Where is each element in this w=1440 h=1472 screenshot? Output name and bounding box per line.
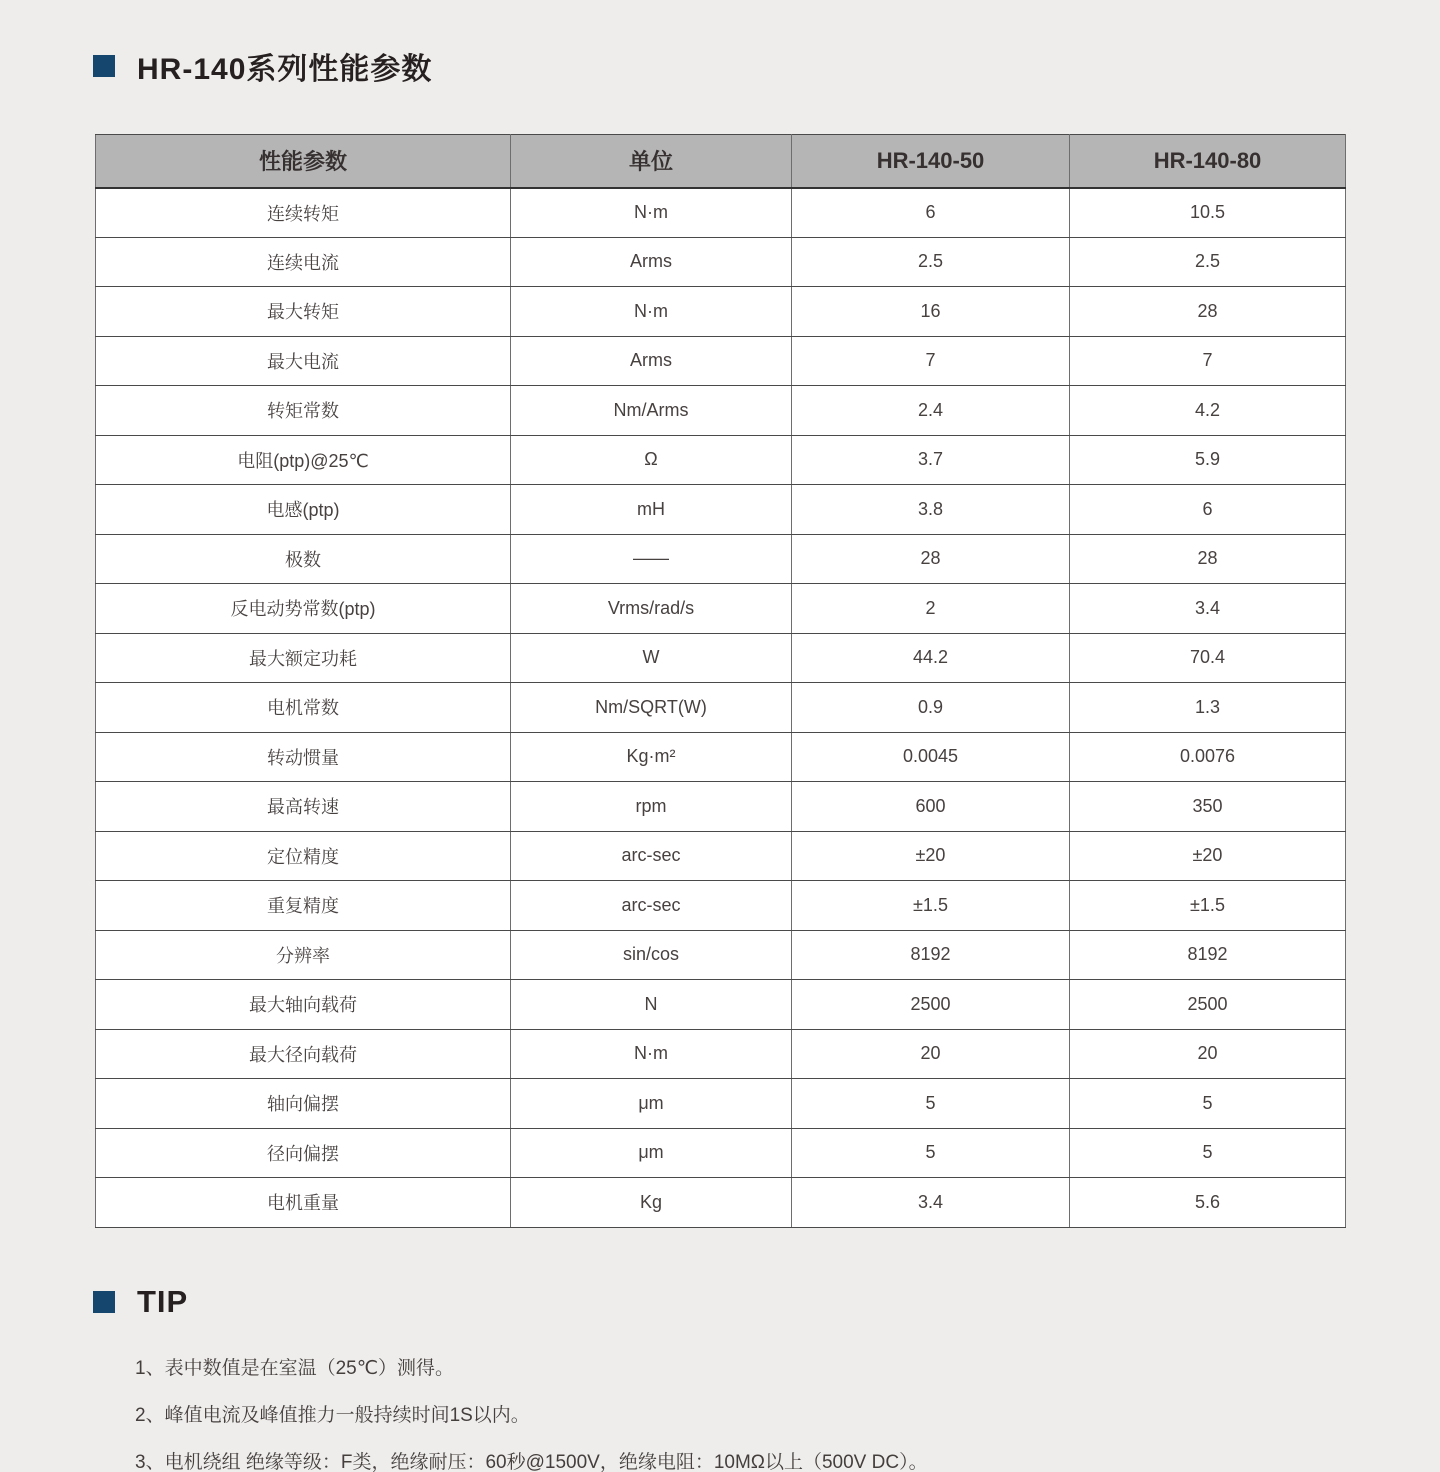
hr-140-80-cell: 20 xyxy=(1070,1029,1346,1079)
hr-140-50-cell: 2500 xyxy=(792,980,1070,1030)
unit-cell: Ω xyxy=(511,435,792,485)
unit-cell: arc-sec xyxy=(511,881,792,931)
unit-cell: Nm/SQRT(W) xyxy=(511,683,792,733)
unit-cell: rpm xyxy=(511,782,792,832)
unit-cell: arc-sec xyxy=(511,831,792,881)
param-cell: 电机常数 xyxy=(96,683,511,733)
hr-140-50-cell: 5 xyxy=(792,1079,1070,1129)
table-row xyxy=(96,732,1346,782)
hr-140-80-cell: 350 xyxy=(1070,782,1346,832)
hr-140-50-cell: 2 xyxy=(792,584,1070,634)
hr-140-50-cell: 0.9 xyxy=(792,683,1070,733)
hr-140-50-cell: 44.2 xyxy=(792,633,1070,683)
tip-item: 2、峰值电流及峰值推力一般持续时间1S以内。 xyxy=(135,1404,530,1426)
hr-140-80-cell: ±1.5 xyxy=(1070,881,1346,931)
hr-140-50-cell: ±20 xyxy=(792,831,1070,881)
unit-cell: N xyxy=(511,980,792,1030)
table-row xyxy=(96,237,1346,287)
table-row xyxy=(96,1079,1346,1129)
hr-140-80-cell: 3.4 xyxy=(1070,584,1346,634)
header-row xyxy=(96,135,1346,188)
hr-140-50-cell: 28 xyxy=(792,534,1070,584)
table-row xyxy=(96,485,1346,535)
hr-140-50-cell: 2.4 xyxy=(792,386,1070,436)
table-row xyxy=(96,188,1346,238)
param-cell: 最大径向载荷 xyxy=(96,1029,511,1079)
hr-140-50-cell: ±1.5 xyxy=(792,881,1070,931)
hr-140-80-cell: 0.0076 xyxy=(1070,732,1346,782)
unit-cell: Arms xyxy=(511,336,792,386)
param-cell: 电阻(ptp)@25℃ xyxy=(96,435,511,485)
unit-cell: N·m xyxy=(511,188,792,238)
param-cell: 定位精度 xyxy=(96,831,511,881)
table-row xyxy=(96,782,1346,832)
performance-parameters-table xyxy=(95,134,1346,1228)
hr-140-50-cell: 600 xyxy=(792,782,1070,832)
table-row xyxy=(96,287,1346,337)
param-cell: 连续转矩 xyxy=(96,188,511,238)
hr-140-80-cell: 28 xyxy=(1070,287,1346,337)
tip-item: 3、电机绕组 绝缘等级：F类，绝缘耐压：60秒@1500V，绝缘电阻：10MΩ以上（500V DC）。 xyxy=(135,1451,928,1472)
unit-cell: Arms xyxy=(511,237,792,287)
unit-cell: Kg·m² xyxy=(511,732,792,782)
unit-cell: μm xyxy=(511,1079,792,1129)
table-row xyxy=(96,584,1346,634)
tip-title: TIP xyxy=(137,1283,189,1319)
hr-140-50-cell: 3.8 xyxy=(792,485,1070,535)
hr-140-80-cell: 7 xyxy=(1070,336,1346,386)
param-cell: 径向偏摆 xyxy=(96,1128,511,1178)
param-cell: 转矩常数 xyxy=(96,386,511,436)
table-row xyxy=(96,683,1346,733)
table-row xyxy=(96,980,1346,1030)
header-parameter: 性能参数 xyxy=(96,135,511,188)
table-row xyxy=(96,386,1346,436)
hr-140-80-cell: 5 xyxy=(1070,1079,1346,1129)
param-cell: 反电动势常数(ptp) xyxy=(96,584,511,634)
tips-list xyxy=(135,1356,1440,1472)
hr-140-80-cell: 5.6 xyxy=(1070,1178,1346,1228)
param-cell: 连续电流 xyxy=(96,237,511,287)
table-body xyxy=(96,188,1346,1228)
unit-cell: Vrms/rad/s xyxy=(511,584,792,634)
table-row xyxy=(96,881,1346,931)
param-cell: 重复精度 xyxy=(96,881,511,931)
tip-bullet-icon xyxy=(93,1291,115,1313)
hr-140-80-cell: 5 xyxy=(1070,1128,1346,1178)
param-cell: 最大电流 xyxy=(96,336,511,386)
param-cell: 最大轴向载荷 xyxy=(96,980,511,1030)
param-cell: 分辨率 xyxy=(96,930,511,980)
table-row xyxy=(96,435,1346,485)
table-row xyxy=(96,534,1346,584)
table-row xyxy=(96,336,1346,386)
hr-140-50-cell: 3.7 xyxy=(792,435,1070,485)
hr-140-50-cell: 7 xyxy=(792,336,1070,386)
unit-cell: W xyxy=(511,633,792,683)
unit-cell: sin/cos xyxy=(511,930,792,980)
hr-140-80-cell: 2.5 xyxy=(1070,237,1346,287)
param-cell: 电感(ptp) xyxy=(96,485,511,535)
param-cell: 极数 xyxy=(96,534,511,584)
hr-140-50-cell: 6 xyxy=(792,188,1070,238)
table-row xyxy=(96,1128,1346,1178)
hr-140-80-cell: 8192 xyxy=(1070,930,1346,980)
table-row xyxy=(96,831,1346,881)
header-hr-140-80: HR-140-80 xyxy=(1070,135,1346,188)
param-cell: 最大转矩 xyxy=(96,287,511,337)
tip-item: 1、表中数值是在室温（25℃）测得。 xyxy=(135,1357,455,1379)
table-row xyxy=(96,1178,1346,1228)
hr-140-50-cell: 0.0045 xyxy=(792,732,1070,782)
table-row xyxy=(96,1029,1346,1079)
hr-140-50-cell: 20 xyxy=(792,1029,1070,1079)
unit-cell: N·m xyxy=(511,1029,792,1079)
hr-140-80-cell: 2500 xyxy=(1070,980,1346,1030)
unit-cell: μm xyxy=(511,1128,792,1178)
table-row xyxy=(96,633,1346,683)
page-title: HR-140系列性能参数 xyxy=(137,53,433,86)
param-cell: 轴向偏摆 xyxy=(96,1079,511,1129)
section-bullet-icon xyxy=(93,55,115,77)
hr-140-50-cell: 2.5 xyxy=(792,237,1070,287)
hr-140-50-cell: 8192 xyxy=(792,930,1070,980)
section-header xyxy=(93,44,1440,88)
table-row xyxy=(96,930,1346,980)
param-cell: 转动惯量 xyxy=(96,732,511,782)
hr-140-80-cell: ±20 xyxy=(1070,831,1346,881)
param-cell: 电机重量 xyxy=(96,1178,511,1228)
hr-140-80-cell: 6 xyxy=(1070,485,1346,535)
unit-cell: Kg xyxy=(511,1178,792,1228)
header-unit: 单位 xyxy=(511,135,792,188)
unit-cell: —— xyxy=(511,534,792,584)
hr-140-80-cell: 70.4 xyxy=(1070,633,1346,683)
unit-cell: mH xyxy=(511,485,792,535)
hr-140-50-cell: 16 xyxy=(792,287,1070,337)
hr-140-80-cell: 28 xyxy=(1070,534,1346,584)
hr-140-50-cell: 3.4 xyxy=(792,1178,1070,1228)
hr-140-80-cell: 10.5 xyxy=(1070,188,1346,238)
hr-140-80-cell: 4.2 xyxy=(1070,386,1346,436)
unit-cell: N·m xyxy=(511,287,792,337)
hr-140-80-cell: 1.3 xyxy=(1070,683,1346,733)
param-cell: 最高转速 xyxy=(96,782,511,832)
tip-header xyxy=(93,1284,1440,1320)
param-cell: 最大额定功耗 xyxy=(96,633,511,683)
hr-140-80-cell: 5.9 xyxy=(1070,435,1346,485)
unit-cell: Nm/Arms xyxy=(511,386,792,436)
hr-140-50-cell: 5 xyxy=(792,1128,1070,1178)
table-header xyxy=(96,135,1346,188)
header-hr-140-50: HR-140-50 xyxy=(792,135,1070,188)
